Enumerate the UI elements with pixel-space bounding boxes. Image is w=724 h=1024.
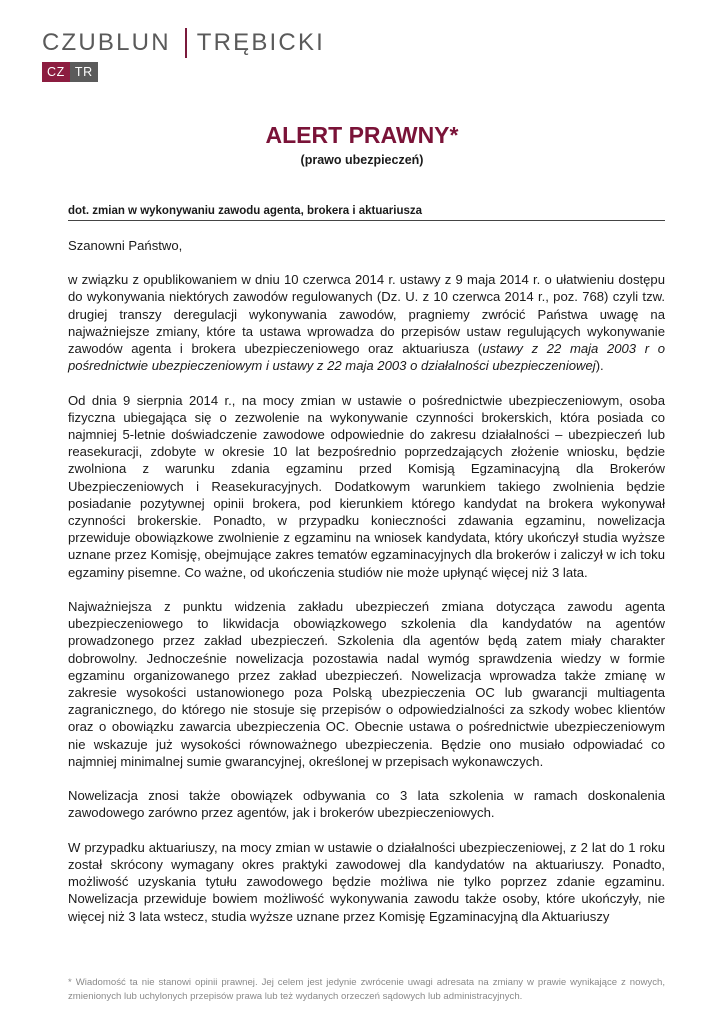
paragraph-2: Od dnia 9 sierpnia 2014 r., na mocy zmian w ustawie o pośrednictwie ubezpieczeniowym, osoba fizyczna ubiegająca się o zezwolenie na wykonywanie czynności brokerskich, która posiada co najmniej 5-letnie doświadczenie zawodowe odpowiednie do zakresu działalności – ubezpieczeń lub reasekuracji, zdobyte w okresie 10 lat bezpośrednio poprzedzających złożenie wniosku, będzie zwolniona z warunku zdania egzaminu przed Komisją Egzaminacyjną dla Brokerów Ubezpieczeniowych i Reasekuracyjnych. Dodatkowym warunkiem takiego zwolnienia będzie posiadanie pozytywnej opinii brokera, pod kierunkiem którego kandydat na brokera wykonywał czynności brokerskie. Ponadto, w przypadku konieczności zdawania egzaminu, nowelizacja przewiduje obowiązkowe zwolnienie z egzaminu na wniosek kandydata, który ukończył studia wyższe uznane przez Komisję, obejmujące zakres tematów egzaminacyjnych dla brokerów i zaliczył w ich toku egzaminy pisemne. Co ważne, od ukończenia studiów nie może upłynąć więcej niż 3 lata.	[68, 392, 665, 580]
paragraph-1-text: w związku z opublikowaniem w dniu 10 czerwca 2014 r. ustawy z 9 maja 2014 r. o ułatwieniu dostępu do wykonywania niektórych zawodów regulowanych (Dz. U. z 10 czerwca 2014 r., poz. 768) czyli tzw. drugiej transzy deregulacji wykonywania zawodów, pragniemy zwrócić Państwa uwagę na najważniejsze zmiany, które ta ustawa wprowadza do przepisów ustaw regulujących wykonywanie zawodów agenta i brokera ubezpieczeniowego oraz aktuariusza (	[68, 272, 665, 357]
document-title: ALERT PRAWNY*	[265, 122, 459, 148]
paragraph-1-italic: ustawy z 22 maja 2003 r o pośrednictwie ubezpieczeniowym i ustawy z 22 maja 2003 o działalności ubezpieczeniowej	[68, 341, 666, 374]
company-logo	[42, 28, 325, 82]
footnote: * Wiadomość ta nie stanowi opinii prawnej. Jej celem jest jedynie zwrócenie uwagi adresata na zmiany w prawie wynikające z nowych, zmienionych lub uchylonych przepisów prawa lub też wydanych orzeczeń sądowych lub administracyjnych.	[68, 977, 665, 1002]
paragraph-3: Najważniejsza z punktu widzenia zakładu ubezpieczeń zmiana dotycząca zawodu agenta ubezpieczeniowego to likwidacja obowiązkowego szkolenia dla kandydatów na agentów prowadzonego przez zakład ubezpieczeń. Szkolenia dla agentów będą zatem miały charakter dobrowolny. Jednocześnie nowelizacja pozostawia nadal wymóg sprawdzenia wiedzy w formie egzaminu organizowanego przez zakład ubezpieczeń. Nowelizacja wprowadza także zmianę w zakresie wysokości ustanowionego poza Polską ubezpieczenia OC lub gwarancji multiagenta zagranicznego, do którego nie stosuje się przepisów o odpowiedzialności za szkody wobec klientów oraz o obowiązku zawarcia ubezpieczenia OC. Obecnie ustawa o pośrednictwie ubezpieczeniowym nie wskazuje już wysokości równoważnego ubezpieczenia. Będzie ono musiało odpowiadać co najmniej minimalnej sumie gwarancyjnej, określonej w przepisach wykonawczych.	[68, 599, 665, 769]
subject-line: dot. zmian w wykonywaniu zawodu agenta, brokera i aktuariusza	[68, 204, 665, 221]
letter-body	[68, 237, 665, 942]
logo-badge	[42, 62, 325, 82]
paragraph-1	[68, 271, 665, 374]
logo-divider	[185, 28, 187, 58]
paragraph-4: Nowelizacja znosi także obowiązek odbywania co 3 lata szkolenia w ramach doskonalenia zawodowego zarówno przez agentów, jak i brokerów ubezpieczeniowych.	[68, 788, 665, 821]
logo-name-right: TRĘBICKI	[196, 29, 326, 56]
paragraph-1-end: ).	[595, 358, 604, 374]
paragraph-5: W przypadku aktuariuszy, na mocy zmian w ustawie o działalności ubezpieczeniowej, z 2 lat do 1 roku został skrócony wymagany okres praktyki zawodowej dla kandydatów na aktuariuszy. Ponadto, możliwość uzyskania tytułu zawodowego będzie możliwa nie tylko poprzez zdanie egzaminu. Nowelizacja przewiduje bowiem możliwość wykonywania zawodu także osoby, które ukończyły, nie więcej niż 3 lata wstecz, studia wyższe uznane przez Komisję Egzaminacyjną dla Aktuariuszy	[68, 839, 665, 924]
logo-badge-right: TR	[70, 62, 98, 82]
logo-badge-left: CZ	[42, 62, 70, 82]
document-subtitle: (prawo ubezpieczeń)	[300, 153, 424, 167]
logo-wordmark	[42, 28, 325, 58]
greeting: Szanowni Państwo,	[68, 238, 183, 253]
logo-name-left: CZUBLUN	[42, 29, 171, 56]
